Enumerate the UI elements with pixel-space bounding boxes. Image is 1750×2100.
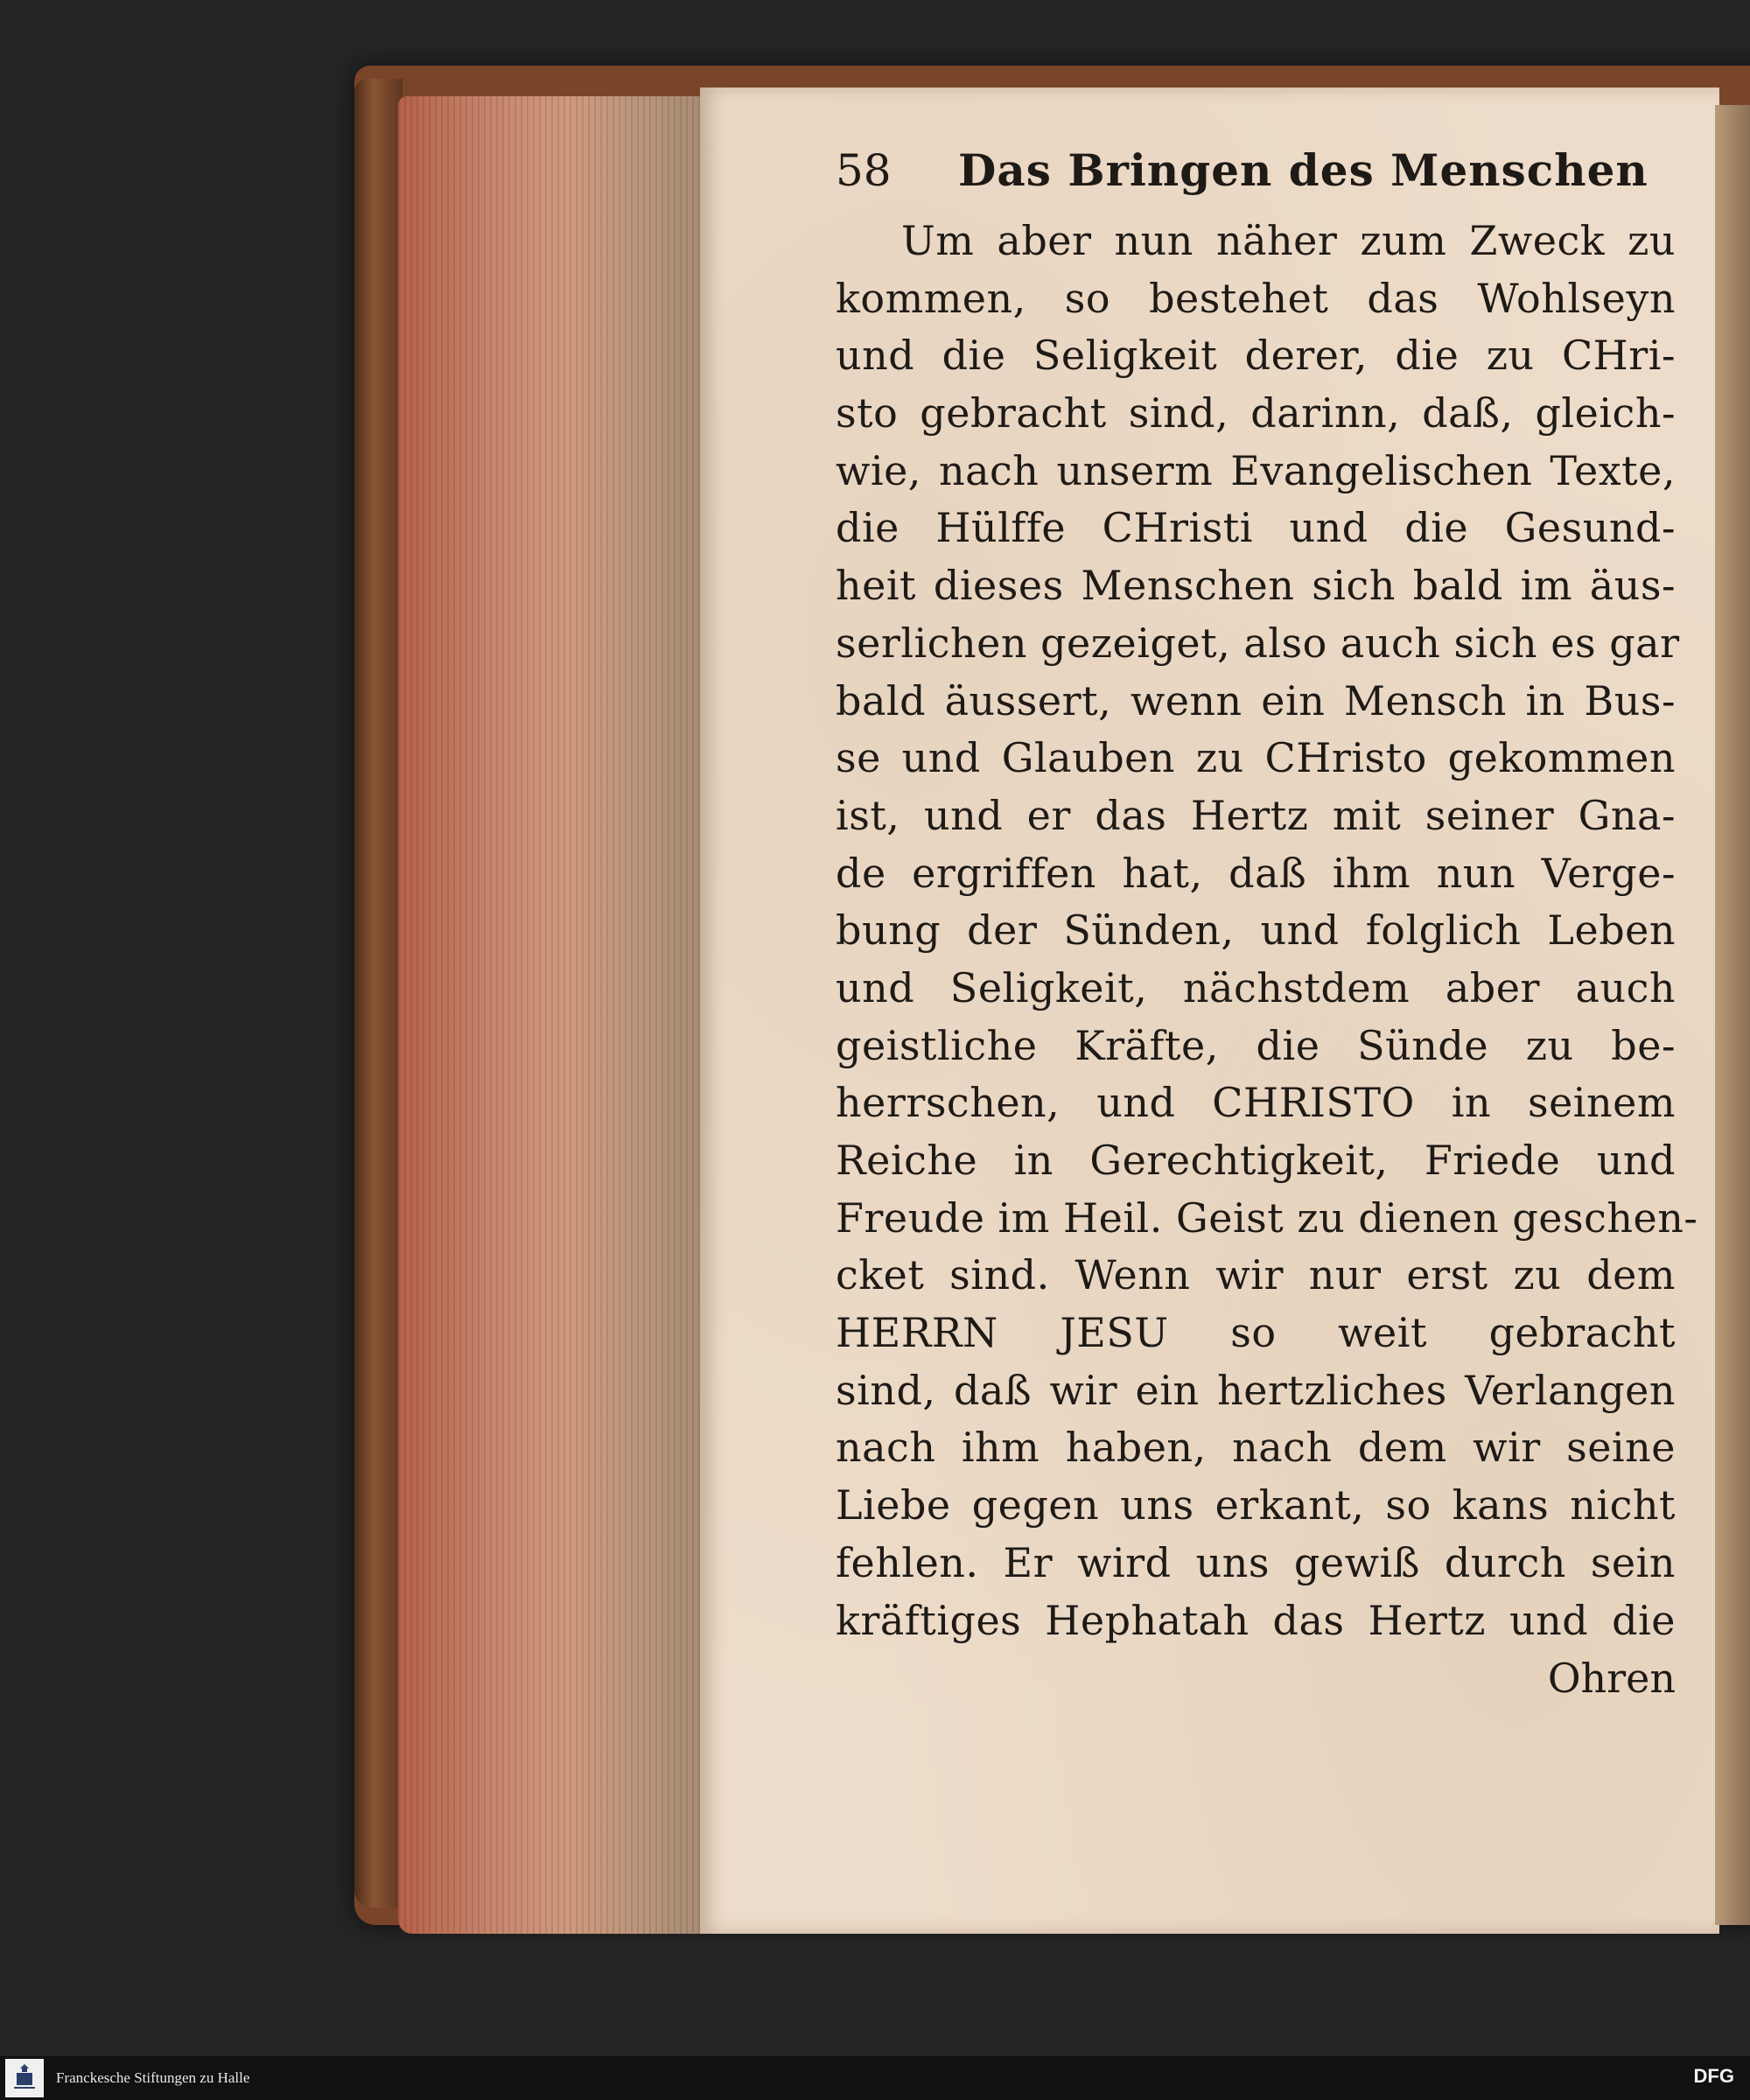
text-line: Um aber nun näher zum Zweck zu	[901, 217, 1676, 264]
page-gutter	[1715, 105, 1750, 1925]
text-line: bald äussert, wenn ein Mensch in Bus-	[836, 676, 1676, 724]
text-line: geistliche Kräfte, die Sünde zu be-	[836, 1021, 1676, 1069]
text-line: fehlen. Er wird uns gewiß durch sein	[836, 1538, 1676, 1586]
text-line: und die Seligkeit derer, die zu CHri-	[836, 332, 1676, 380]
page-number: 58	[836, 145, 892, 196]
text-line: Reiche in Gerechtigkeit, Friede und	[836, 1137, 1676, 1184]
running-title: Das Bringen des Menschen	[958, 144, 1648, 196]
text-line: kräftiges Hephatah das Hertz und die	[836, 1596, 1676, 1644]
book-spine	[354, 79, 402, 1908]
text-line: bung der Sünden, und folglich Leben	[836, 906, 1676, 955]
dfg-badge: DFG	[1693, 2065, 1734, 2087]
page-edges	[398, 96, 709, 1934]
text-lines	[836, 213, 1698, 1649]
institution-logo-icon	[5, 2059, 44, 2097]
institution-name: Franckesche Stiftungen zu Halle	[56, 2069, 250, 2086]
text-line: de ergriffen hat, daß ihm nun Verge-	[836, 849, 1676, 897]
text-line: herrschen, und CHRISTO in seinem	[836, 1079, 1676, 1127]
text-line: sto gebracht sind, darinn, daß, gleich-	[836, 389, 1676, 438]
text-line: ist, und er das Hertz mit seiner Gna-	[836, 791, 1676, 839]
page-text	[836, 144, 1698, 1707]
text-line: cket sind. Wenn wir nur erst zu dem	[836, 1251, 1676, 1299]
catchword: Ohren	[1547, 1655, 1676, 1703]
text-line: Freude im Heil. Geist zu dienen geschen-	[836, 1194, 1698, 1242]
footer-bar	[0, 2056, 1750, 2100]
text-line: se und Glauben zu CHristo gekommen	[836, 734, 1676, 782]
text-line: Liebe gegen uns erkant, so kans nicht	[836, 1481, 1676, 1530]
text-line: wie, nach unserm Evangelischen Texte,	[836, 446, 1676, 494]
text-line: heit dieses Menschen sich bald im äus-	[836, 562, 1676, 610]
running-head	[836, 144, 1676, 213]
text-line: nach ihm haben, nach dem wir seine	[836, 1424, 1676, 1472]
text-line: HERRN JESU so weit gebracht	[836, 1309, 1676, 1357]
text-line: die Hülffe CHristi und die Gesund-	[836, 504, 1676, 552]
text-line: kommen, so bestehet das Wohlseyn	[836, 274, 1676, 322]
text-line: und Seligkeit, nächstdem aber auch	[836, 963, 1676, 1012]
text-line: serlichen gezeiget, also auch sich es gar	[836, 619, 1680, 667]
text-line: sind, daß wir ein hertzliches Verlangen	[836, 1366, 1676, 1414]
